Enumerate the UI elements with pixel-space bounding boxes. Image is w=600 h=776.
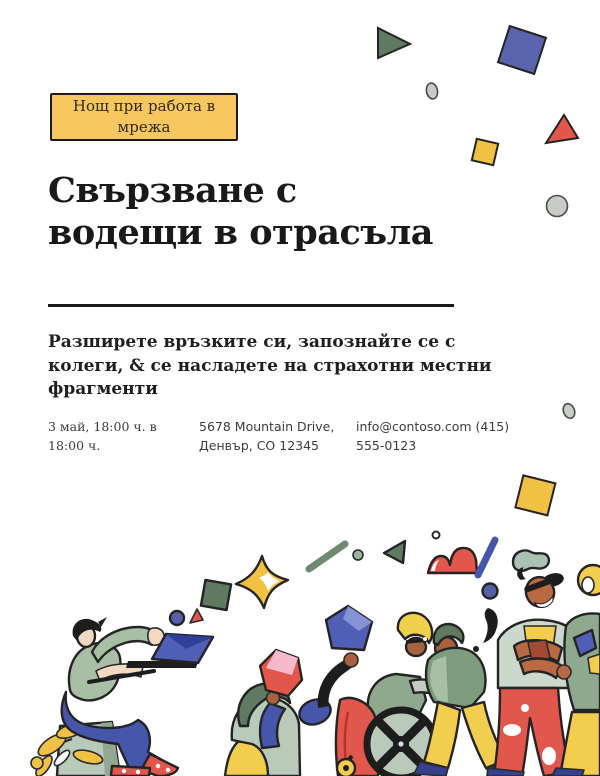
event-contact — [356, 417, 531, 455]
blue-dot-confetti — [170, 611, 184, 625]
green-square-confetti — [201, 580, 231, 610]
contact-line-1: info@contoso.com (415) — [356, 419, 510, 434]
green-triangle-confetti — [384, 541, 405, 563]
black-comma — [483, 608, 498, 643]
red-triangle-shape — [546, 115, 578, 143]
description-line-2: колеги, & се насладете на страхотни местни — [48, 355, 492, 376]
hand-brown — [344, 653, 358, 667]
glasses-glint — [423, 637, 427, 641]
shoe-dot — [156, 764, 160, 768]
event-datetime — [48, 417, 196, 455]
pants-blob — [503, 724, 521, 736]
horizontal-rule — [48, 304, 454, 307]
blue-dot-confetti-2 — [483, 584, 498, 599]
blue-stick — [478, 540, 495, 575]
person-laptop — [31, 617, 213, 776]
crowd-networking-illustration — [0, 530, 600, 776]
red-cuff — [111, 766, 150, 776]
pants-blob — [521, 704, 529, 712]
yellow-square-small-shape — [472, 139, 498, 165]
yellow-pants-right — [560, 712, 600, 776]
blue-square-shape — [498, 26, 546, 74]
description-line-3: фрагменти — [48, 379, 158, 399]
green-triangle-shape — [378, 28, 410, 58]
datetime-line-2: 18:00 ч. — [48, 438, 101, 453]
contact-line-2: 555-0123 — [356, 438, 417, 453]
yellow-square-mid-shape — [515, 475, 555, 515]
caster-hub — [343, 765, 349, 771]
gray-ellipse-mid-shape — [561, 402, 577, 420]
face-partial — [582, 577, 594, 593]
red-mini-triangle — [190, 609, 203, 623]
address-line-2: Денвър, CO 12345 — [199, 438, 320, 453]
badge-line-2: мрежа — [117, 118, 171, 136]
sage-dot — [353, 550, 363, 560]
shoe-dot — [122, 769, 126, 773]
plant-bud — [31, 757, 43, 769]
badge-line-1: Нощ при работа в — [72, 97, 216, 115]
pants-blob — [542, 747, 556, 765]
sage-blob — [513, 550, 549, 570]
held-yellow-shape — [588, 654, 600, 674]
shoe-dot — [166, 768, 170, 772]
gray-ellipse-shape — [425, 82, 439, 100]
event-address — [199, 417, 351, 455]
wheel-hub-dot — [398, 741, 403, 746]
page-title — [48, 170, 433, 254]
gray-circle-shape — [547, 196, 568, 217]
black-comma-dot — [473, 646, 479, 652]
event-category-badge — [50, 93, 238, 141]
shoe-dot — [136, 770, 140, 774]
title-line-1: Свързване с — [48, 170, 297, 211]
red-waves-shape — [428, 548, 477, 573]
star-blob-shape — [236, 556, 288, 608]
description-line-1: Разширете връзките си, запознайте се с — [48, 332, 456, 352]
event-description — [48, 331, 492, 402]
navy-shoe — [552, 768, 584, 776]
address-line-1: 5678 Mountain Drive, — [199, 419, 335, 434]
ring-dot — [433, 532, 440, 539]
hand-sienna — [557, 665, 571, 679]
arm-with-pentagon — [318, 606, 372, 708]
title-line-2: водещи в отрасъла — [48, 212, 433, 253]
datetime-line-1: 3 май, 18:00 ч. в — [48, 419, 157, 434]
person-hooded — [225, 650, 334, 776]
sage-stick — [309, 544, 345, 569]
